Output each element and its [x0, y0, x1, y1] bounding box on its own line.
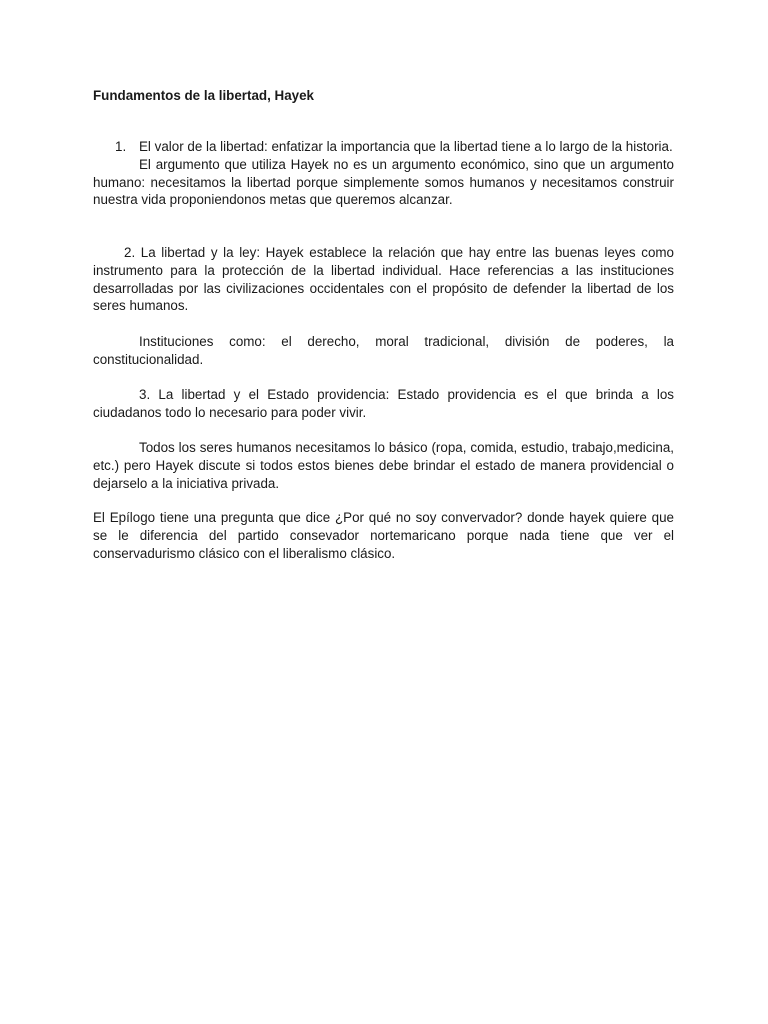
list-item-2-text: 2. La libertad y la ley: Hayek establece la relación que hay entre las buenas leyes como instrumento para la protección de la libertad individual. Hace referencias a las instituciones desarrolladas por las civilizaciones occidentales con el propósito de defender la libertad de los seres humanos.: [93, 245, 674, 314]
list-item-1: [93, 138, 674, 209]
list-item-3: 3. La libertad y el Estado providencia: Estado providencia es el que brinda a los ciudadanos todo lo necesario para poder vivir.: [93, 387, 674, 420]
document-title: Fundamentos de la libertad, Hayek: [93, 88, 315, 103]
paragraph-todos: Todos los seres humanos necesitamos lo básico (ropa, comida, estudio, trabajo,medicina, etc.) pero Hayek discute si todos estos bienes debe brindar el estado de manera providencial o dejarselo a la iniciativa privada.: [93, 440, 674, 491]
list-item-1-heading: El valor de la libertad: enfatizar la importancia que la libertad tiene a lo largo de la historia.: [139, 139, 673, 154]
list-item-1-body: El argumento que utiliza Hayek no es un argumento económico, sino que un argumento humano: necesitamos la libertad porque simplemente somos humanos y necesitamos construir nuestra vida proponiendonos metas que queremos alcanzar.: [93, 156, 674, 208]
list-item-2: [93, 244, 674, 315]
list-item-1-heading-row: [93, 138, 674, 156]
list-item-1-number: 1.: [115, 139, 127, 154]
paragraph-instituciones: Instituciones como: el derecho, moral tradicional, división de poderes, la constitucionalidad.: [93, 334, 674, 367]
paragraph-epilogo: El Epílogo tiene una pregunta que dice ¿Por qué no soy convervador? donde hayek quiere que se le diferencia del partido consevador nortemaricano porque nada tiene que ver el conservadurismo clásico con el liberalismo clásico.: [93, 510, 674, 561]
